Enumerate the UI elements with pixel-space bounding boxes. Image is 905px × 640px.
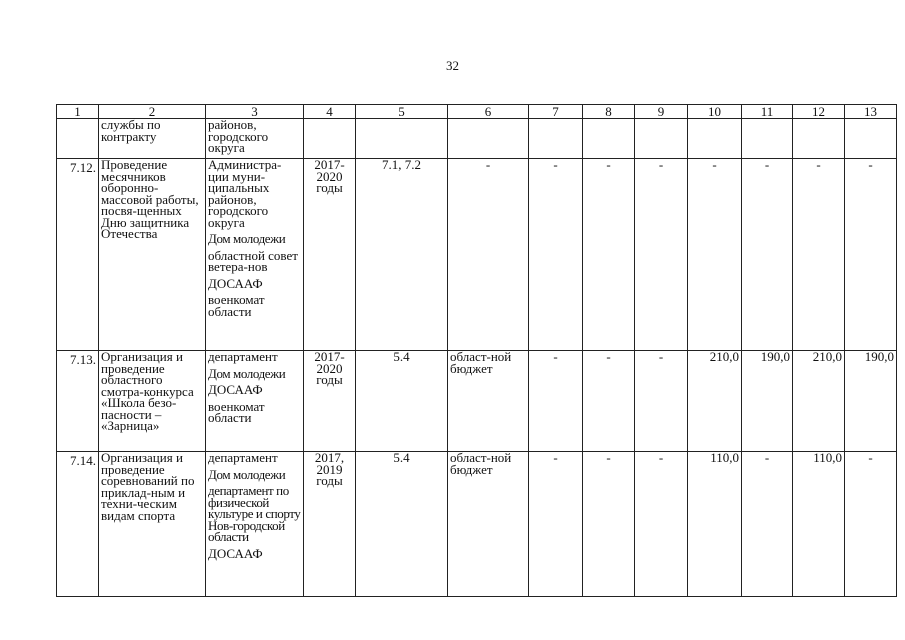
value-cell: 190,0 [742, 351, 793, 452]
empty-cell [688, 119, 742, 159]
executor: департамент [208, 451, 278, 465]
empty-cell [57, 119, 99, 159]
empty-cell [529, 119, 583, 159]
value-cell: - [529, 452, 583, 597]
value-cell: 210,0 [688, 351, 742, 452]
header-cell: 6 [448, 105, 529, 119]
value-cell: 210,0 [793, 351, 845, 452]
empty-cell [448, 119, 529, 159]
term: 2017-2020 годы [304, 159, 356, 351]
row-number: 7.13. [57, 351, 99, 452]
continuation-row [57, 119, 897, 159]
executor: Дом молодежи [208, 231, 286, 246]
header-cell: 11 [742, 105, 793, 119]
term: 2017, 2019 годы [304, 452, 356, 597]
executor: ДОСААФ [208, 275, 263, 291]
executor: ДОСААФ [208, 545, 263, 561]
table-row [57, 351, 897, 452]
executor: Дом молодежи [208, 365, 286, 381]
continued-name: службы по контракту [99, 119, 206, 159]
empty-cell [304, 119, 356, 159]
empty-cell [356, 119, 448, 159]
executor: департамент [208, 350, 278, 364]
funding-source: област-ной бюджет [448, 452, 529, 597]
value-cell: - [583, 159, 635, 351]
indicators: 5.4 [356, 351, 448, 452]
term: 2017-2020 годы [304, 351, 356, 452]
indicators: 5.4 [356, 452, 448, 597]
table-row [57, 452, 897, 597]
executor: ДОСААФ [208, 382, 263, 397]
value-cell: 110,0 [688, 452, 742, 597]
indicators: 7.1, 7.2 [356, 159, 448, 351]
value-cell: 110,0 [793, 452, 845, 597]
executors-cell [206, 452, 304, 597]
executor: военкомат области [208, 292, 265, 319]
value-cell: - [742, 452, 793, 597]
measure-name: Организация и проведение соревнований по приклад-ным и техни-ческим видам спорта [99, 452, 206, 597]
value-cell: 190,0 [845, 351, 897, 452]
value-cell: - [742, 159, 793, 351]
header-cell: 7 [529, 105, 583, 119]
row-number: 7.14. [57, 452, 99, 597]
header-row [57, 105, 897, 119]
empty-cell [583, 119, 635, 159]
executor: Дом молодежи [208, 466, 286, 482]
header-cell: 2 [99, 105, 206, 119]
executor: военкомат области [208, 398, 265, 425]
value-cell: - [583, 351, 635, 452]
value-cell: - [635, 159, 688, 351]
header-cell: 9 [635, 105, 688, 119]
value-cell: - [635, 351, 688, 452]
funding-source: област-ной бюджет [448, 351, 529, 452]
header-cell: 12 [793, 105, 845, 119]
value-cell: - [845, 452, 897, 597]
executor: департамент по физической культуре и спорту Нов-городской области [208, 483, 301, 544]
empty-cell [635, 119, 688, 159]
value-cell: - [688, 159, 742, 351]
measure-name: Организация и проведение областного смотра-конкурса «Школа безо-пасности – «Зарница» [99, 351, 206, 452]
value-cell: - [529, 351, 583, 452]
row-number: 7.12. [57, 159, 99, 351]
value-cell: - [845, 159, 897, 351]
continued-executor: районов, городского округа [206, 119, 304, 159]
header-cell: 5 [356, 105, 448, 119]
header-cell: 10 [688, 105, 742, 119]
empty-cell [742, 119, 793, 159]
empty-cell [845, 119, 897, 159]
value-cell: - [583, 452, 635, 597]
page-number: 32 [446, 58, 459, 73]
measure-name: Проведение месячников оборонно-массовой работы, посвя-щенных Дню защитника Отечества [99, 159, 206, 351]
program-table [56, 104, 897, 597]
funding-source: - [448, 159, 529, 351]
executors-cell [206, 351, 304, 452]
value-cell: - [635, 452, 688, 597]
header-cell: 8 [583, 105, 635, 119]
executor: областной совет ветера-нов [208, 247, 298, 274]
header-cell: 13 [845, 105, 897, 119]
executor: Администра-ции муни-ципальных районов, городского округа [208, 158, 282, 230]
value-cell: - [793, 159, 845, 351]
empty-cell [793, 119, 845, 159]
header-cell: 3 [206, 105, 304, 119]
header-cell: 1 [57, 105, 99, 119]
value-cell: - [529, 159, 583, 351]
header-cell: 4 [304, 105, 356, 119]
table-row [57, 159, 897, 351]
executors-cell [206, 159, 304, 351]
